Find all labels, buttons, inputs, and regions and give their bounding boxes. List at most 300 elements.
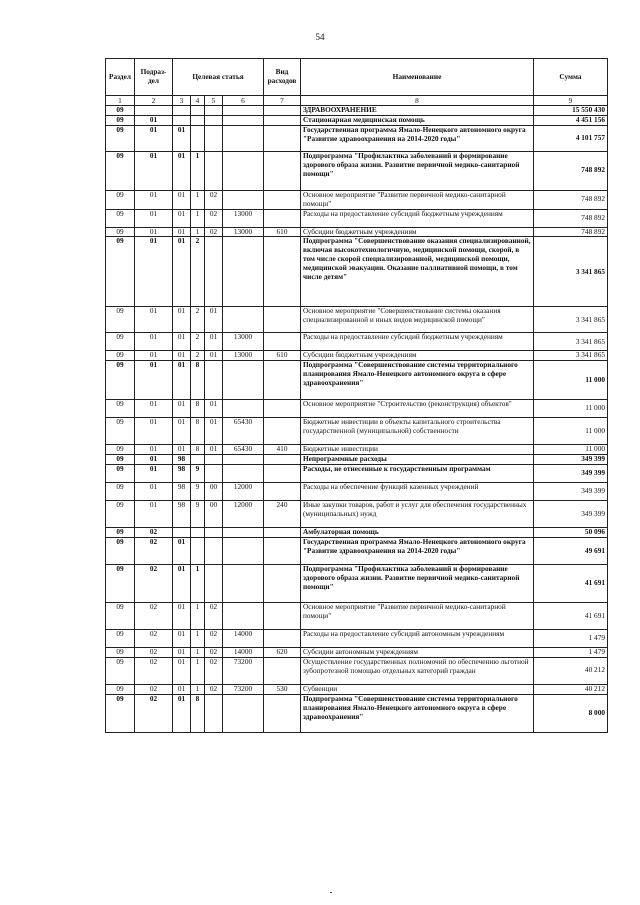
table-row [106,209,608,227]
row-expense-type [264,483,301,501]
row-podrazdel: 01 [135,227,173,237]
row-article-subprogram: 1 [191,684,205,694]
row-expense-type: 240 [264,501,301,528]
row-article-program: 01 [173,565,191,603]
row-article-direction: 14000 [223,648,264,658]
row-expense-type [264,190,301,209]
row-article-direction [223,565,264,603]
row-article-event: 02 [205,630,223,648]
row-article-program: 98 [173,465,191,483]
row-sum: 41 691 [534,565,608,603]
row-sum: 3 341 865 [534,351,608,361]
row-podrazdel: 02 [135,603,173,630]
row-name: Субсидии бюджетным учреждениям [301,351,534,361]
row-podrazdel: 02 [135,648,173,658]
row-article-program: 01 [173,684,191,694]
table-row [106,333,608,351]
row-name: Государственная программа Ямало-Ненецкого автономного округа "Развитие здравоохранения на 2014-2020 годы" [301,538,534,565]
row-article-program: 01 [173,657,191,684]
row-article-direction: 13000 [223,333,264,351]
row-sum: 11 000 [534,418,608,445]
row-name: Основное мероприятие "Развитие первичной медико-санитарной помощи" [301,190,534,209]
row-article-direction [223,115,264,125]
page-number: 54 [315,32,325,42]
row-podrazdel: 01 [135,237,173,307]
row-podrazdel: 01 [135,209,173,227]
table-row [106,445,608,455]
row-article-direction: 13000 [223,227,264,237]
row-expense-type [264,106,301,116]
table-body [106,106,608,733]
row-article-subprogram: 8 [191,361,205,400]
row-article-subprogram: 2 [191,351,205,361]
row-article-subprogram: 9 [191,483,205,501]
row-expense-type [264,418,301,445]
row-article-subprogram [191,106,205,116]
table-row [106,237,608,307]
row-article-subprogram [191,115,205,125]
table-row [106,418,608,445]
row-name: Иные закупки товаров, работ и услуг для обеспечения государственных (муниципальных) нужд [301,501,534,528]
header-expense-type: Вид расходов [264,59,301,96]
row-article-program: 01 [173,351,191,361]
row-sum: 41 691 [534,603,608,630]
row-article-program: 98 [173,501,191,528]
row-article-direction [223,307,264,333]
col-num: 5 [205,96,223,106]
budget-table [105,58,608,733]
row-article-subprogram: 1 [191,151,205,190]
row-article-program: 01 [173,603,191,630]
row-podrazdel: 02 [135,565,173,603]
row-article-event: 01 [205,418,223,445]
row-podrazdel: 02 [135,694,173,732]
row-article-event [205,361,223,400]
row-sum: 748 892 [534,190,608,209]
row-razdel: 09 [106,418,135,445]
row-name: Субсидии бюджетным учреждениям [301,227,534,237]
page-mark [330,892,332,893]
row-razdel: 09 [106,209,135,227]
row-article-subprogram: 9 [191,501,205,528]
col-num: 9 [534,96,608,106]
row-sum: 748 892 [534,227,608,237]
row-razdel: 09 [106,603,135,630]
row-article-direction [223,237,264,307]
col-num: 2 [135,96,173,106]
row-name: ЗДРАВООХРАНЕНИЕ [301,106,534,116]
table-row [106,657,608,684]
row-sum: 40 212 [534,684,608,694]
row-article-event: 02 [205,190,223,209]
row-podrazdel: 02 [135,684,173,694]
header-name: Наименование [301,59,534,96]
row-article-subprogram [191,528,205,538]
row-article-event [205,565,223,603]
row-expense-type: 410 [264,445,301,455]
row-article-program: 01 [173,209,191,227]
row-article-event [205,106,223,116]
row-name: Субвенции [301,684,534,694]
table-row [106,151,608,190]
row-expense-type [264,209,301,227]
table-row [106,307,608,333]
row-sum: 50 096 [534,528,608,538]
row-article-event [205,694,223,732]
row-sum: 4 451 156 [534,115,608,125]
row-article-program: 01 [173,237,191,307]
row-article-subprogram: 9 [191,465,205,483]
table-row [106,361,608,400]
row-article-event: 01 [205,400,223,418]
row-article-direction: 73200 [223,657,264,684]
column-number-row [106,96,608,106]
row-sum: 1 479 [534,630,608,648]
row-article-direction [223,528,264,538]
row-expense-type: 530 [264,684,301,694]
row-article-subprogram: 1 [191,190,205,209]
row-article-event [205,115,223,125]
row-sum: 4 101 757 [534,125,608,151]
row-sum: 349 399 [534,455,608,465]
row-article-direction: 14000 [223,630,264,648]
row-article-subprogram [191,125,205,151]
row-expense-type [264,151,301,190]
row-razdel: 09 [106,465,135,483]
row-article-program: 01 [173,694,191,732]
row-article-program: 01 [173,648,191,658]
row-article-direction: 73200 [223,684,264,694]
row-expense-type: 620 [264,648,301,658]
table-row [106,694,608,732]
table-row [106,400,608,418]
row-podrazdel: 01 [135,445,173,455]
row-name: Стационарная медицинская помощь [301,115,534,125]
row-article-event: 02 [205,227,223,237]
table-row [106,538,608,565]
row-name: Субсидии автономным учреждениям [301,648,534,658]
row-name: Расходы на предоставление субсидий автономным учреждениям [301,630,534,648]
row-article-event [205,538,223,565]
row-razdel: 09 [106,190,135,209]
row-article-direction [223,400,264,418]
row-article-program [173,106,191,116]
row-article-event: 01 [205,307,223,333]
row-expense-type [264,630,301,648]
row-podrazdel: 02 [135,528,173,538]
row-article-direction [223,455,264,465]
row-article-direction [223,125,264,151]
table-row [106,190,608,209]
row-expense-type [264,565,301,603]
row-name: Основное мероприятие "Развитие первичной медико-санитарной помощи" [301,603,534,630]
row-article-subprogram: 1 [191,657,205,684]
row-article-program: 01 [173,190,191,209]
row-podrazdel: 01 [135,333,173,351]
row-expense-type [264,361,301,400]
row-podrazdel: 02 [135,630,173,648]
row-sum: 8 000 [534,694,608,732]
row-sum: 1 479 [534,648,608,658]
row-sum: 748 892 [534,209,608,227]
table-row [106,684,608,694]
row-expense-type [264,538,301,565]
row-article-program: 01 [173,307,191,333]
row-razdel: 09 [106,684,135,694]
row-name: Расходы на предоставление субсидий бюджетным учреждениям [301,209,534,227]
row-article-direction [223,151,264,190]
row-podrazdel: 01 [135,151,173,190]
row-article-direction: 13000 [223,209,264,227]
row-article-event [205,528,223,538]
row-article-program [173,115,191,125]
table-row [106,351,608,361]
row-article-program: 01 [173,333,191,351]
row-name: Непрограммные расходы [301,455,534,465]
row-article-program: 01 [173,418,191,445]
table-row [106,630,608,648]
row-article-subprogram: 1 [191,603,205,630]
row-podrazdel: 01 [135,361,173,400]
row-razdel: 09 [106,351,135,361]
row-article-direction [223,694,264,732]
row-sum: 3 341 865 [534,307,608,333]
row-razdel: 09 [106,630,135,648]
row-article-direction [223,603,264,630]
row-razdel: 09 [106,565,135,603]
row-razdel: 09 [106,538,135,565]
row-razdel: 09 [106,694,135,732]
row-podrazdel: 01 [135,307,173,333]
row-razdel: 09 [106,455,135,465]
row-article-direction [223,538,264,565]
row-name: Подпрограмма "Совершенствование системы территориального планирования Ямало-Ненецкого автономного округа в сфере здравоохранения" [301,694,534,732]
row-razdel: 09 [106,333,135,351]
row-sum: 3 341 865 [534,237,608,307]
row-podrazdel: 01 [135,400,173,418]
row-article-program: 98 [173,483,191,501]
row-article-program: 01 [173,630,191,648]
row-podrazdel: 01 [135,190,173,209]
row-razdel: 09 [106,151,135,190]
row-article-program: 01 [173,227,191,237]
row-article-event: 01 [205,445,223,455]
row-article-direction: 65430 [223,418,264,445]
row-article-subprogram: 1 [191,209,205,227]
col-num: 4 [191,96,205,106]
row-expense-type [264,115,301,125]
row-podrazdel: 02 [135,538,173,565]
row-name: Расходы на обеспечение функций казенных учреждений [301,483,534,501]
table-row [106,106,608,116]
row-article-direction: 13000 [223,351,264,361]
row-article-program: 01 [173,125,191,151]
row-expense-type [264,465,301,483]
row-podrazdel: 01 [135,125,173,151]
row-article-event: 02 [205,603,223,630]
col-num: 1 [106,96,135,106]
row-article-direction: 65430 [223,445,264,455]
row-podrazdel: 01 [135,418,173,445]
row-name: Подпрограмма "Совершенствование системы территориального планирования Ямало-Ненецкого автономного округа в сфере здравоохранения" [301,361,534,400]
col-num: 7 [264,96,301,106]
header-razdel: Раздел [106,59,135,96]
row-podrazdel: 01 [135,465,173,483]
row-razdel: 09 [106,237,135,307]
row-razdel: 09 [106,483,135,501]
table-row [106,501,608,528]
row-article-event [205,237,223,307]
table-row [106,565,608,603]
table-row [106,465,608,483]
row-razdel: 09 [106,501,135,528]
col-num: 8 [301,96,534,106]
row-sum: 49 691 [534,538,608,565]
row-razdel: 09 [106,361,135,400]
row-article-event: 01 [205,351,223,361]
row-name: Государственная программа Ямало-Ненецкого автономного округа "Развитие здравоохранения на 2014-2020 годы" [301,125,534,151]
row-razdel: 09 [106,227,135,237]
row-article-direction [223,465,264,483]
row-article-subprogram: 8 [191,694,205,732]
row-sum: 748 892 [534,151,608,190]
row-sum: 11 000 [534,361,608,400]
row-article-event: 01 [205,333,223,351]
row-name: Подпрограмма "Совершенствование оказания специализированной, включая высокотехнологичную, медицинской помощи, скорой, в том числе скорой специализированной, медицинской помощи, медицинской эвакуации. Оказание паллиативной помощи, в том числе детям" [301,237,534,307]
row-razdel: 09 [106,106,135,116]
table-row [106,455,608,465]
row-razdel: 09 [106,115,135,125]
row-article-event [205,125,223,151]
row-article-direction [223,361,264,400]
header-target-article: Целевая статья [173,59,264,96]
row-article-direction [223,106,264,116]
row-article-subprogram: 1 [191,227,205,237]
row-name: Амбулаторная помощь [301,528,534,538]
table-row [106,125,608,151]
row-razdel: 09 [106,528,135,538]
row-sum: 3 341 865 [534,333,608,351]
row-name: Подпрограмма "Профилактика заболеваний и формирование здорового образа жизни. Развитие первичной медико-санитарной помощи" [301,151,534,190]
row-expense-type [264,237,301,307]
row-article-program [173,528,191,538]
table-row [106,648,608,658]
row-article-subprogram: 8 [191,418,205,445]
row-article-subprogram [191,455,205,465]
row-razdel: 09 [106,657,135,684]
row-article-direction [223,190,264,209]
header-row [106,59,608,96]
row-article-event [205,151,223,190]
row-expense-type [264,333,301,351]
row-article-event: 02 [205,657,223,684]
row-article-direction: 12000 [223,501,264,528]
row-sum: 11 000 [534,400,608,418]
table-row [106,603,608,630]
row-sum: 349 399 [534,501,608,528]
row-razdel: 09 [106,125,135,151]
row-name: Осуществление государственных полномочий по обеспечению льготной зубопротезной помощью отдельных категорий граждан [301,657,534,684]
row-article-subprogram: 2 [191,307,205,333]
table-row [106,227,608,237]
row-name: Основное мероприятие "Строительство (реконструкция) объектов" [301,400,534,418]
row-expense-type [264,657,301,684]
row-sum: 11 000 [534,445,608,455]
row-article-subprogram: 1 [191,648,205,658]
row-podrazdel: 01 [135,351,173,361]
row-sum: 349 399 [534,465,608,483]
row-name: Бюджетные инвестиции в объекты капитального строительства государственной (муниципальной) собственности [301,418,534,445]
row-razdel: 09 [106,648,135,658]
row-sum: 349 399 [534,483,608,501]
row-article-program: 01 [173,361,191,400]
row-name: Расходы, не отнесенные к государственным программам [301,465,534,483]
row-article-program: 01 [173,445,191,455]
header-podrazdel: Подраз- дел [135,59,173,96]
row-name: Подпрограмма "Профилактика заболеваний и формирование здорового образа жизни. Развитие первичной медико-санитарной помощи" [301,565,534,603]
row-article-event: 02 [205,684,223,694]
row-article-subprogram: 1 [191,630,205,648]
row-article-subprogram: 8 [191,445,205,455]
row-sum: 15 550 430 [534,106,608,116]
row-name: Бюджетные инвестиции [301,445,534,455]
row-sum: 40 212 [534,657,608,684]
row-expense-type [264,528,301,538]
col-num: 6 [223,96,264,106]
row-article-event [205,455,223,465]
table-row [106,528,608,538]
row-podrazdel: 01 [135,501,173,528]
row-podrazdel: 02 [135,657,173,684]
row-razdel: 09 [106,445,135,455]
row-article-subprogram: 2 [191,333,205,351]
row-podrazdel: 01 [135,455,173,465]
row-razdel: 09 [106,400,135,418]
row-name: Расходы на предоставление субсидий бюджетным учреждениям [301,333,534,351]
row-article-program: 01 [173,151,191,190]
row-article-program: 98 [173,455,191,465]
row-razdel: 09 [106,307,135,333]
row-article-event: 02 [205,648,223,658]
row-podrazdel: 01 [135,115,173,125]
row-expense-type [264,125,301,151]
row-expense-type [264,307,301,333]
row-name: Основное мероприятие "Совершенствование системы оказания специализированной и иных видов медицинской помощи" [301,307,534,333]
row-podrazdel [135,106,173,116]
table-row [106,115,608,125]
row-article-program: 01 [173,400,191,418]
row-article-direction: 12000 [223,483,264,501]
row-expense-type: 610 [264,351,301,361]
row-article-subprogram: 1 [191,565,205,603]
row-expense-type [264,455,301,465]
row-article-subprogram: 2 [191,237,205,307]
col-num: 3 [173,96,191,106]
row-article-event: 00 [205,501,223,528]
row-expense-type [264,694,301,732]
row-article-event: 02 [205,209,223,227]
row-article-subprogram [191,538,205,565]
table-row [106,483,608,501]
row-podrazdel: 01 [135,483,173,501]
row-article-subprogram: 8 [191,400,205,418]
row-expense-type: 610 [264,227,301,237]
header-sum: Сумма [534,59,608,96]
row-article-event: 00 [205,483,223,501]
row-article-program: 01 [173,538,191,565]
row-article-event [205,465,223,483]
row-expense-type [264,400,301,418]
